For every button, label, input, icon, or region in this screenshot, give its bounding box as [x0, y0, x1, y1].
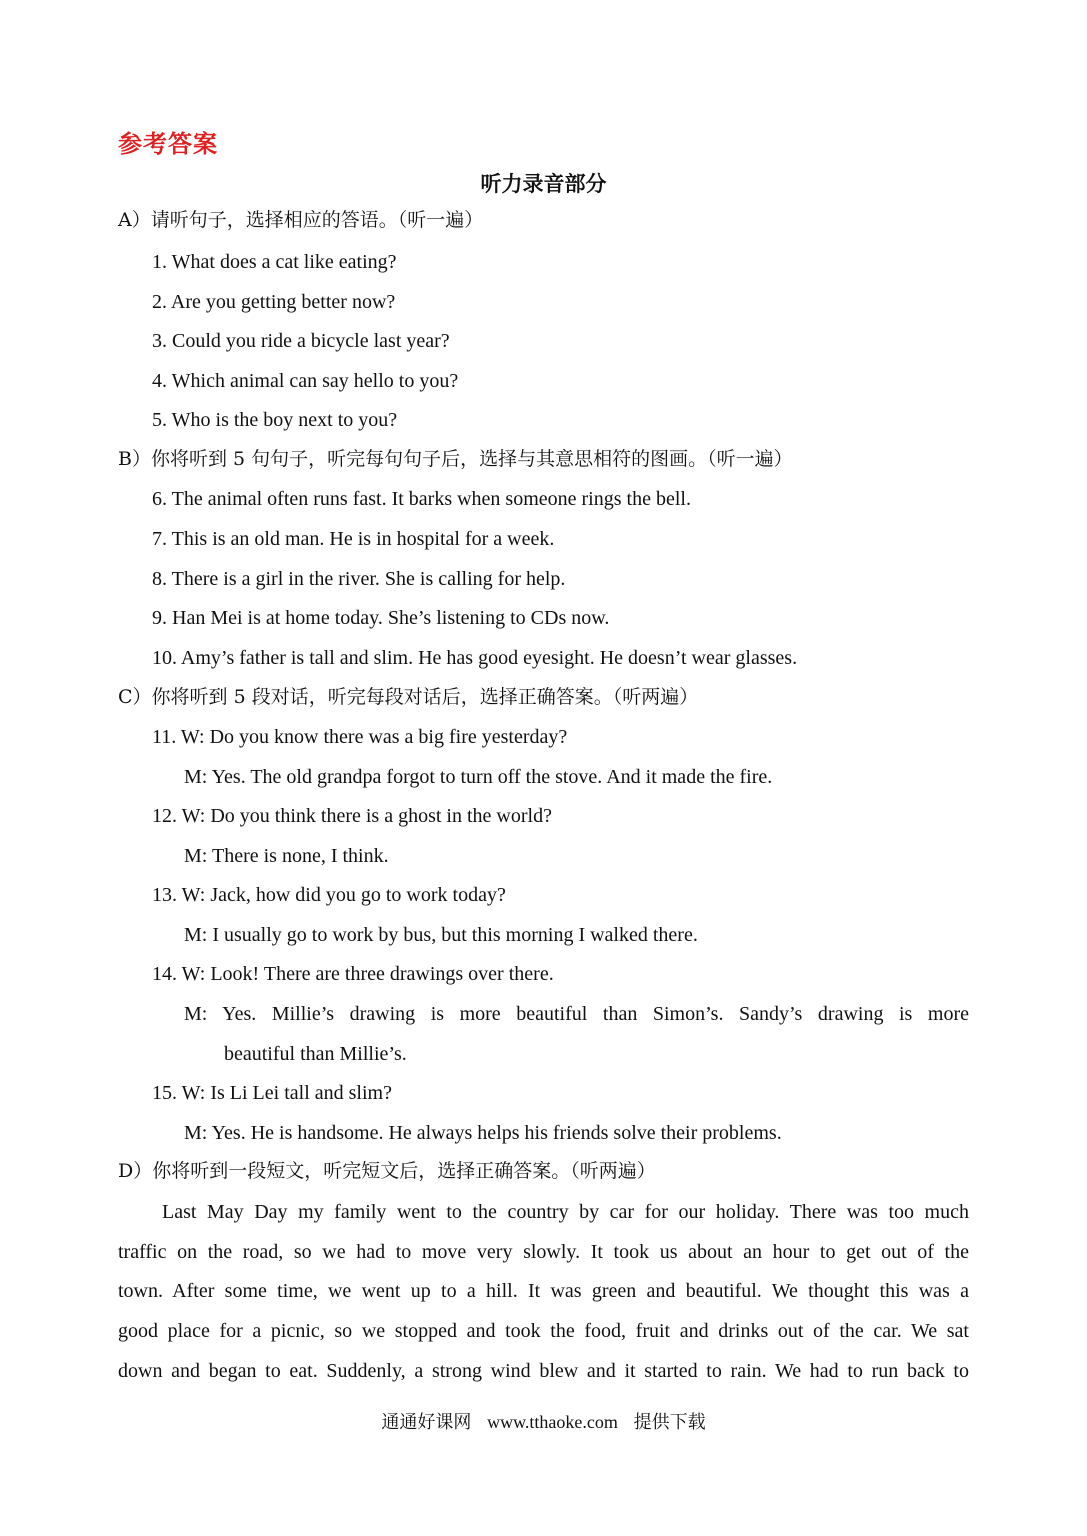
question-5: 5. Who is the boy next to you? — [152, 409, 398, 431]
footer-site-name: 通通好课网 — [381, 1412, 472, 1433]
part-a-heading: A）请听句子，选择相应的答语。（听一遍） — [118, 209, 484, 231]
question-4: 4. Which animal can say hello to you? — [152, 370, 459, 392]
dialogue-13-w: 13. W: Jack, how did you go to work today? — [152, 884, 506, 906]
question-3: 3. Could you ride a bicycle last year? — [152, 330, 450, 352]
part-c-heading: C）你将听到 5 段对话，听完每段对话后，选择正确答案。（听两遍） — [118, 686, 699, 708]
dialogue-12-m: M: There is none, I think. — [184, 845, 389, 867]
section-title: 听力录音部分 — [480, 172, 607, 196]
dialogue-15-w: 15. W: Is Li Lei tall and slim? — [152, 1082, 392, 1104]
passage-line-2: traffic on the road, so we had to move very slowly. It took us about an hour to get out of the — [118, 1241, 969, 1263]
dialogue-12-w: 12. W: Do you think there is a ghost in the world? — [152, 805, 552, 827]
question-9: 9. Han Mei is at home today. She’s listening to CDs now. — [152, 607, 610, 629]
question-8: 8. There is a girl in the river. She is calling for help. — [152, 568, 566, 590]
footer-download-text: 提供下载 — [633, 1412, 706, 1433]
dialogue-14-m-line1: M: Yes. Millie’s drawing is more beautiful than Simon’s. Sandy’s drawing is more — [184, 1003, 969, 1025]
question-1: 1. What does a cat like eating? — [152, 251, 397, 273]
dialogue-15-m: M: Yes. He is handsome. He always helps his friends solve their problems. — [184, 1122, 782, 1144]
dialogue-14-w: 14. W: Look! There are three drawings over there. — [152, 963, 554, 985]
part-d-heading: D）你将听到一段短文，听完短文后，选择正确答案。（听两遍） — [118, 1160, 656, 1182]
question-6: 6. The animal often runs fast. It barks when someone rings the bell. — [152, 488, 691, 510]
page-footer — [0, 1408, 1087, 1434]
question-10: 10. Amy’s father is tall and slim. He has good eyesight. He doesn’t wear glasses. — [152, 647, 798, 669]
footer-url-link[interactable]: www.tthaoke.com — [487, 1412, 618, 1432]
dialogue-11-m: M: Yes. The old grandpa forgot to turn off the stove. And it made the fire. — [184, 766, 773, 788]
dialogue-11-w: 11. W: Do you know there was a big fire yesterday? — [152, 726, 568, 748]
dialogue-13-m: M: I usually go to work by bus, but this morning I walked there. — [184, 924, 698, 946]
passage-line-3: town. After some time, we went up to a hill. It was green and beautiful. We thought this was a — [118, 1280, 969, 1302]
passage-line-4: good place for a picnic, so we stopped and took the food, fruit and drinks out of the car. We sat — [118, 1320, 969, 1342]
dialogue-14-m-line2: beautiful than Millie’s. — [224, 1043, 407, 1065]
answer-title: 参考答案 — [118, 130, 218, 158]
question-2: 2. Are you getting better now? — [152, 291, 396, 313]
passage-line-5: down and began to eat. Suddenly, a strong wind blew and it started to rain. We had to run back to — [118, 1360, 969, 1382]
question-7: 7. This is an old man. He is in hospital for a week. — [152, 528, 555, 550]
part-b-heading: B）你将听到 5 句句子，听完每句句子后，选择与其意思相符的图画。（听一遍） — [118, 448, 793, 470]
passage-line-1: Last May Day my family went to the country by car for our holiday. There was too much — [162, 1201, 969, 1223]
